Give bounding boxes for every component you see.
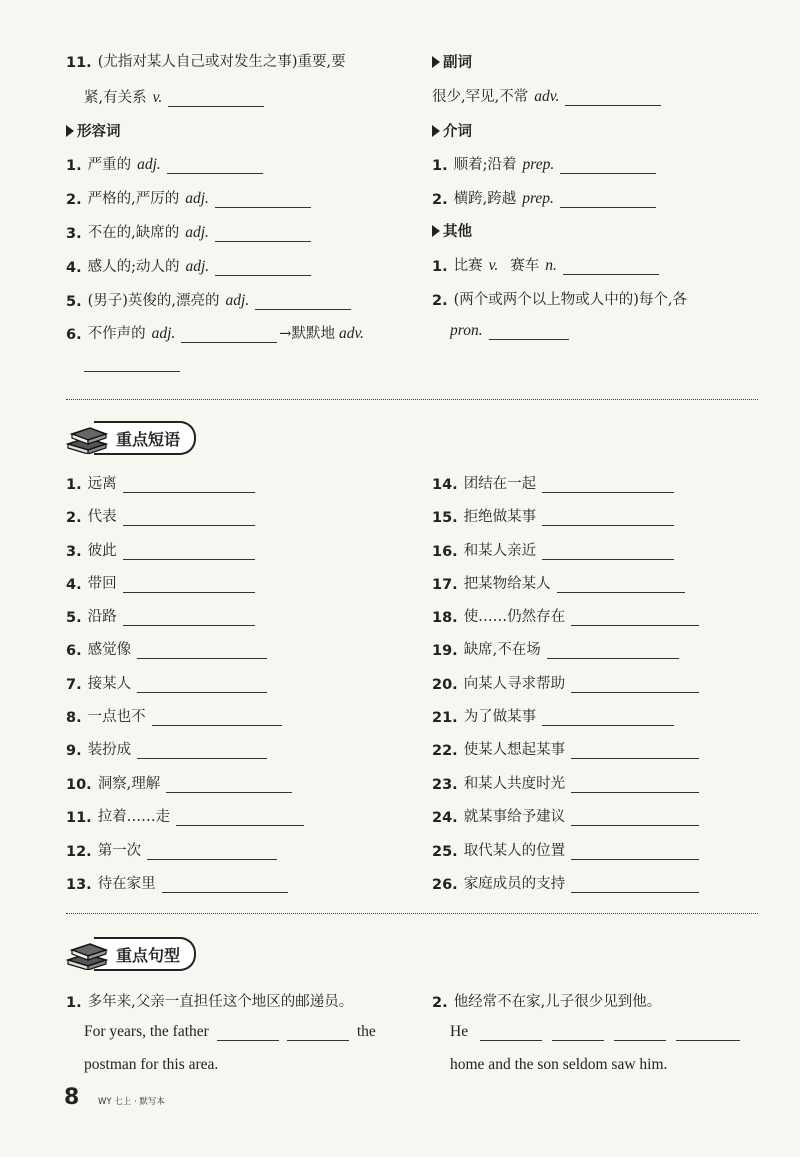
phrase-item: 26. 家庭成员的支持: [432, 872, 699, 893]
answer-blank[interactable]: [542, 545, 674, 560]
answer-blank[interactable]: [137, 644, 267, 659]
section-adverbs: 副词: [432, 51, 472, 72]
answer-blank[interactable]: [557, 578, 685, 593]
answer-blank[interactable]: [84, 357, 180, 372]
adj-item: 1. 严重的 adj.: [66, 153, 263, 174]
phrase-item: 14. 团结在一起: [432, 472, 674, 493]
vocab-item-11-cont: 紧,有关系 v.: [84, 86, 264, 107]
answer-blank[interactable]: [255, 295, 351, 310]
sentence-2-prompt: 2. 他经常不在家,儿子很少见到他。: [432, 994, 662, 1011]
answer-blank[interactable]: [552, 1026, 604, 1041]
answer-blank[interactable]: [167, 159, 263, 174]
phrase-item: 13. 待在家里: [66, 872, 288, 893]
phrase-item: 15. 拒绝做某事: [432, 505, 674, 526]
answer-blank[interactable]: [123, 478, 255, 493]
phrases-banner: [64, 420, 224, 454]
section-adjectives: 形容词: [66, 120, 121, 141]
page-number: 8: [64, 1085, 80, 1110]
answer-blank[interactable]: [565, 91, 661, 106]
answer-blank[interactable]: [676, 1026, 740, 1041]
answer-blank[interactable]: [137, 678, 267, 693]
phrase-item: 9. 装扮成: [66, 738, 267, 759]
answer-blank[interactable]: [571, 744, 699, 759]
books-icon: [64, 420, 110, 454]
answer-blank[interactable]: [147, 845, 277, 860]
answer-blank[interactable]: [152, 711, 282, 726]
phrase-item: 10. 洞察,理解: [66, 772, 292, 793]
answer-blank[interactable]: [571, 678, 699, 693]
adj-item: 3. 不在的,缺席的 adj.: [66, 221, 311, 242]
books-icon: [64, 936, 110, 970]
answer-blank[interactable]: [181, 328, 277, 343]
phrase-item: 17. 把某物给某人: [432, 572, 685, 593]
section-prepositions: 介词: [432, 120, 472, 141]
answer-blank[interactable]: [571, 845, 699, 860]
answer-blank[interactable]: [215, 261, 311, 276]
answer-blank[interactable]: [571, 878, 699, 893]
adj-item-cont: [66, 357, 180, 372]
triangle-icon: [432, 225, 440, 237]
prep-item: 2. 横跨,跨越 prep.: [432, 187, 656, 208]
prep-item: 1. 顺着;沿着 prep.: [432, 153, 656, 174]
phrase-item: 16. 和某人亲近: [432, 539, 674, 560]
phrases-title: 重点短语: [94, 421, 196, 455]
phrase-item: 1. 远离: [66, 472, 255, 493]
other-item: 1. 比赛 v. 赛车 n.: [432, 254, 659, 275]
sentence-2-english-cont: home and the son seldom saw him.: [450, 1056, 668, 1073]
answer-blank[interactable]: [123, 611, 255, 626]
answer-blank[interactable]: [137, 744, 267, 759]
phrase-item: 6. 感觉像: [66, 638, 267, 659]
phrase-item: 21. 为了做某事: [432, 705, 674, 726]
answer-blank[interactable]: [123, 545, 255, 560]
answer-blank[interactable]: [287, 1026, 349, 1041]
answer-blank[interactable]: [560, 159, 656, 174]
answer-blank[interactable]: [563, 260, 659, 275]
phrase-item: 24. 就某事给予建议: [432, 805, 699, 826]
adj-item: 6. 不作声的 adj. →默默地 adv.: [66, 325, 365, 343]
phrase-item: 11. 拉着……走: [66, 805, 304, 826]
sentences-banner: [64, 936, 224, 970]
answer-blank[interactable]: [166, 778, 292, 793]
answer-blank[interactable]: [217, 1026, 279, 1041]
adj-item: 2. 严格的,严厉的 adj.: [66, 187, 311, 208]
answer-blank[interactable]: [176, 811, 304, 826]
vocab-item-11: 11. (尤指对某人自己或对发生之事)重要,要: [66, 54, 346, 71]
answer-blank[interactable]: [123, 511, 255, 526]
answer-blank[interactable]: [571, 611, 699, 626]
answer-blank[interactable]: [547, 644, 679, 659]
phrase-item: 8. 一点也不: [66, 705, 282, 726]
adj-item: 4. 感人的;动人的 adj.: [66, 255, 311, 276]
phrase-item: 2. 代表: [66, 505, 255, 526]
sentence-1-prompt: 1. 多年来,父亲一直担任这个地区的邮递员。: [66, 994, 354, 1011]
answer-blank[interactable]: [215, 227, 311, 242]
answer-blank[interactable]: [123, 578, 255, 593]
phrase-item: 20. 向某人寻求帮助: [432, 672, 699, 693]
answer-blank[interactable]: [215, 193, 311, 208]
sentence-1-english-cont: postman for this area.: [84, 1056, 219, 1073]
sentence-1-english: For years, the father the: [84, 1023, 376, 1040]
triangle-icon: [66, 125, 74, 137]
sentence-2-english: He: [450, 1023, 740, 1041]
triangle-icon: [432, 56, 440, 68]
answer-blank[interactable]: [542, 711, 674, 726]
section-divider: [66, 399, 758, 400]
phrase-item: 12. 第一次: [66, 839, 277, 860]
sentences-title: 重点句型: [94, 937, 196, 971]
answer-blank[interactable]: [480, 1026, 542, 1041]
answer-blank[interactable]: [542, 511, 674, 526]
section-divider: [66, 913, 758, 914]
answer-blank[interactable]: [162, 878, 288, 893]
adj-item: 5. (男子)英俊的,漂亮的 adj.: [66, 289, 351, 310]
answer-blank[interactable]: [614, 1026, 666, 1041]
answer-blank[interactable]: [542, 478, 674, 493]
answer-blank[interactable]: [571, 778, 699, 793]
phrase-item: 23. 和某人共度时光: [432, 772, 699, 793]
phrase-item: 4. 带回: [66, 572, 255, 593]
answer-blank[interactable]: [560, 193, 656, 208]
phrase-item: 5. 沿路: [66, 605, 255, 626]
phrase-item: 7. 接某人: [66, 672, 267, 693]
phrase-item: 3. 彼此: [66, 539, 255, 560]
other-item: 2. (两个或两个以上物或人中的)每个,各: [432, 292, 688, 309]
answer-blank[interactable]: [571, 811, 699, 826]
section-others: 其他: [432, 220, 472, 241]
other-item-cont: pron.: [450, 322, 569, 340]
answer-blank[interactable]: [489, 325, 569, 340]
adv-item: 很少,罕见,不常 adv.: [432, 85, 661, 106]
phrase-item: 18. 使……仍然存在: [432, 605, 699, 626]
phrase-item: 19. 缺席,不在场: [432, 638, 679, 659]
phrase-item: 25. 取代某人的位置: [432, 839, 699, 860]
answer-blank[interactable]: [168, 92, 264, 107]
phrase-item: 22. 使某人想起某事: [432, 738, 699, 759]
triangle-icon: [432, 125, 440, 137]
footer-label: WY 七上 · 默写本: [98, 1097, 165, 1107]
